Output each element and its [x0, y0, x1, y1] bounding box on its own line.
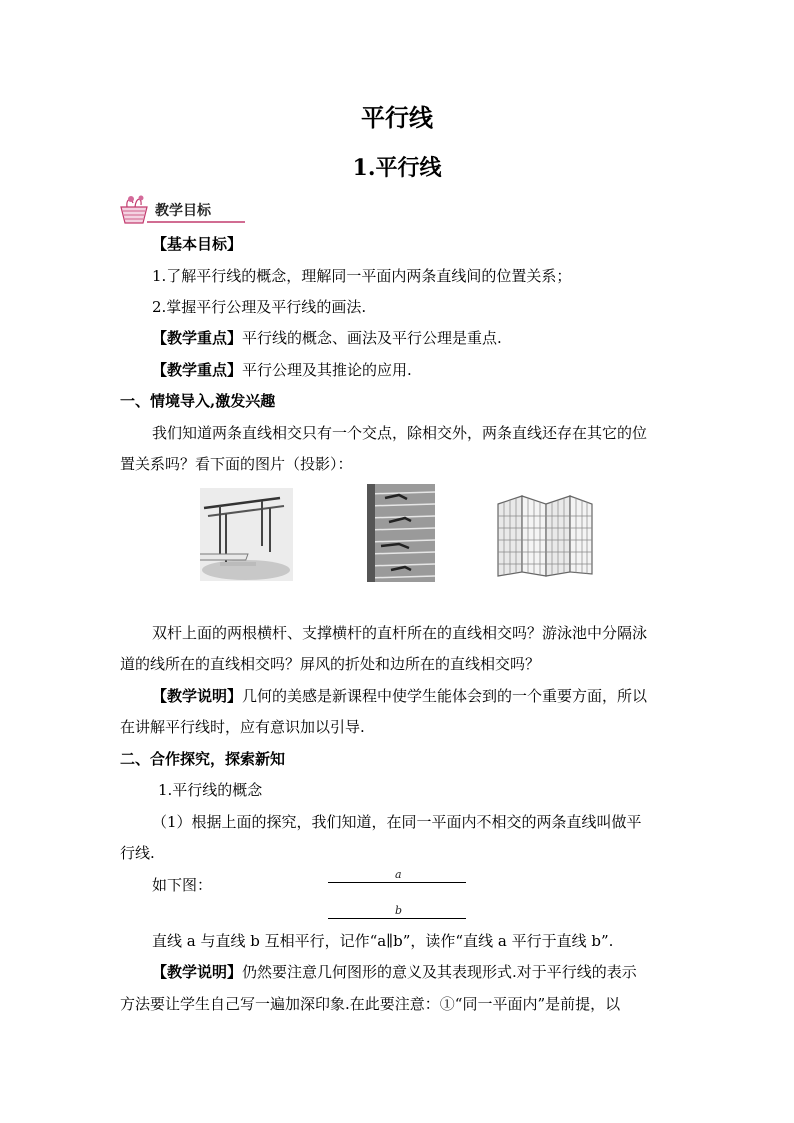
line-b	[328, 918, 466, 919]
swimming-pool-image	[367, 484, 435, 582]
section2-note-label: 【教学说明】	[152, 963, 243, 981]
section2-figure-intro: 如下图：	[152, 876, 213, 894]
teaching-goals-badge	[117, 193, 247, 227]
section1-paragraph1-line2: 置关系吗？看下面的图片（投影）：	[120, 455, 353, 473]
section1-paragraph2-line1: 双杆上面的两根横杆、支撑横杆的直杆所在的直线相交吗？游泳池中分隔泳	[152, 624, 648, 642]
section2-note-line1	[152, 962, 637, 982]
section1-note-line1	[152, 686, 647, 706]
page-subtitle: 1.平行线	[352, 155, 442, 181]
section2-heading: 二、合作探究，探索新知	[120, 750, 286, 768]
difficulty-text: 平行公理及其推论的应用.	[242, 361, 412, 379]
line-b-label: b	[395, 904, 403, 917]
section1-note-text: 几何的美感是新课程中使学生能体会到的一个重要方面，所以	[242, 687, 648, 705]
section2-note-text: 仍然要注意几何图形的意义及其表现形式.对于平行线的表示	[242, 963, 637, 981]
badge-label: 教学目标	[155, 203, 211, 219]
folding-screen-image	[494, 490, 596, 578]
section2-paragraph1-line1: （1）根据上面的探究，我们知道，在同一平面内不相交的两条直线叫做平	[152, 813, 642, 831]
section1-note-line2: 在讲解平行线时，应有意识加以引导.	[120, 718, 365, 736]
difficulty-point	[152, 360, 412, 380]
section2-subheading: 1.平行线的概念	[158, 781, 263, 799]
section2-paragraph1-line2: 行线.	[120, 844, 155, 862]
objectives-heading: 【基本目标】	[152, 235, 243, 253]
line-a	[328, 882, 466, 883]
page-title: 平行线	[361, 103, 433, 132]
section1-note-label: 【教学说明】	[152, 687, 243, 705]
section1-paragraph1-line1: 我们知道两条直线相交只有一个交点，除相交外，两条直线还存在其它的位	[152, 424, 648, 442]
section1-paragraph2-line2: 道的线所在的直线相交吗？屏风的折处和边所在的直线相交吗？	[120, 655, 541, 673]
difficulty-label: 【教学重点】	[152, 361, 243, 379]
parallel-bars-image	[200, 488, 293, 581]
objective-item-1: 1.了解平行线的概念，理解同一平面内两条直线间的位置关系；	[152, 267, 572, 285]
section2-paragraph2: 直线 a 与直线 b 互相平行，记作“a∥b”，读作“直线 a 平行于直线 b”.	[152, 932, 614, 950]
line-a-label: a	[395, 868, 402, 881]
objective-item-2: 2.掌握平行公理及平行线的画法.	[152, 298, 367, 316]
key-point-label: 【教学重点】	[152, 329, 243, 347]
section1-heading: 一、情境导入,激发兴趣	[120, 392, 276, 410]
key-point	[152, 328, 502, 348]
key-point-text: 平行线的概念、画法及平行公理是重点.	[242, 329, 502, 347]
section2-note-line2: 方法要让学生自己写一遍加深印象.在此要注意：①“同一平面内”是前提，以	[120, 995, 621, 1013]
